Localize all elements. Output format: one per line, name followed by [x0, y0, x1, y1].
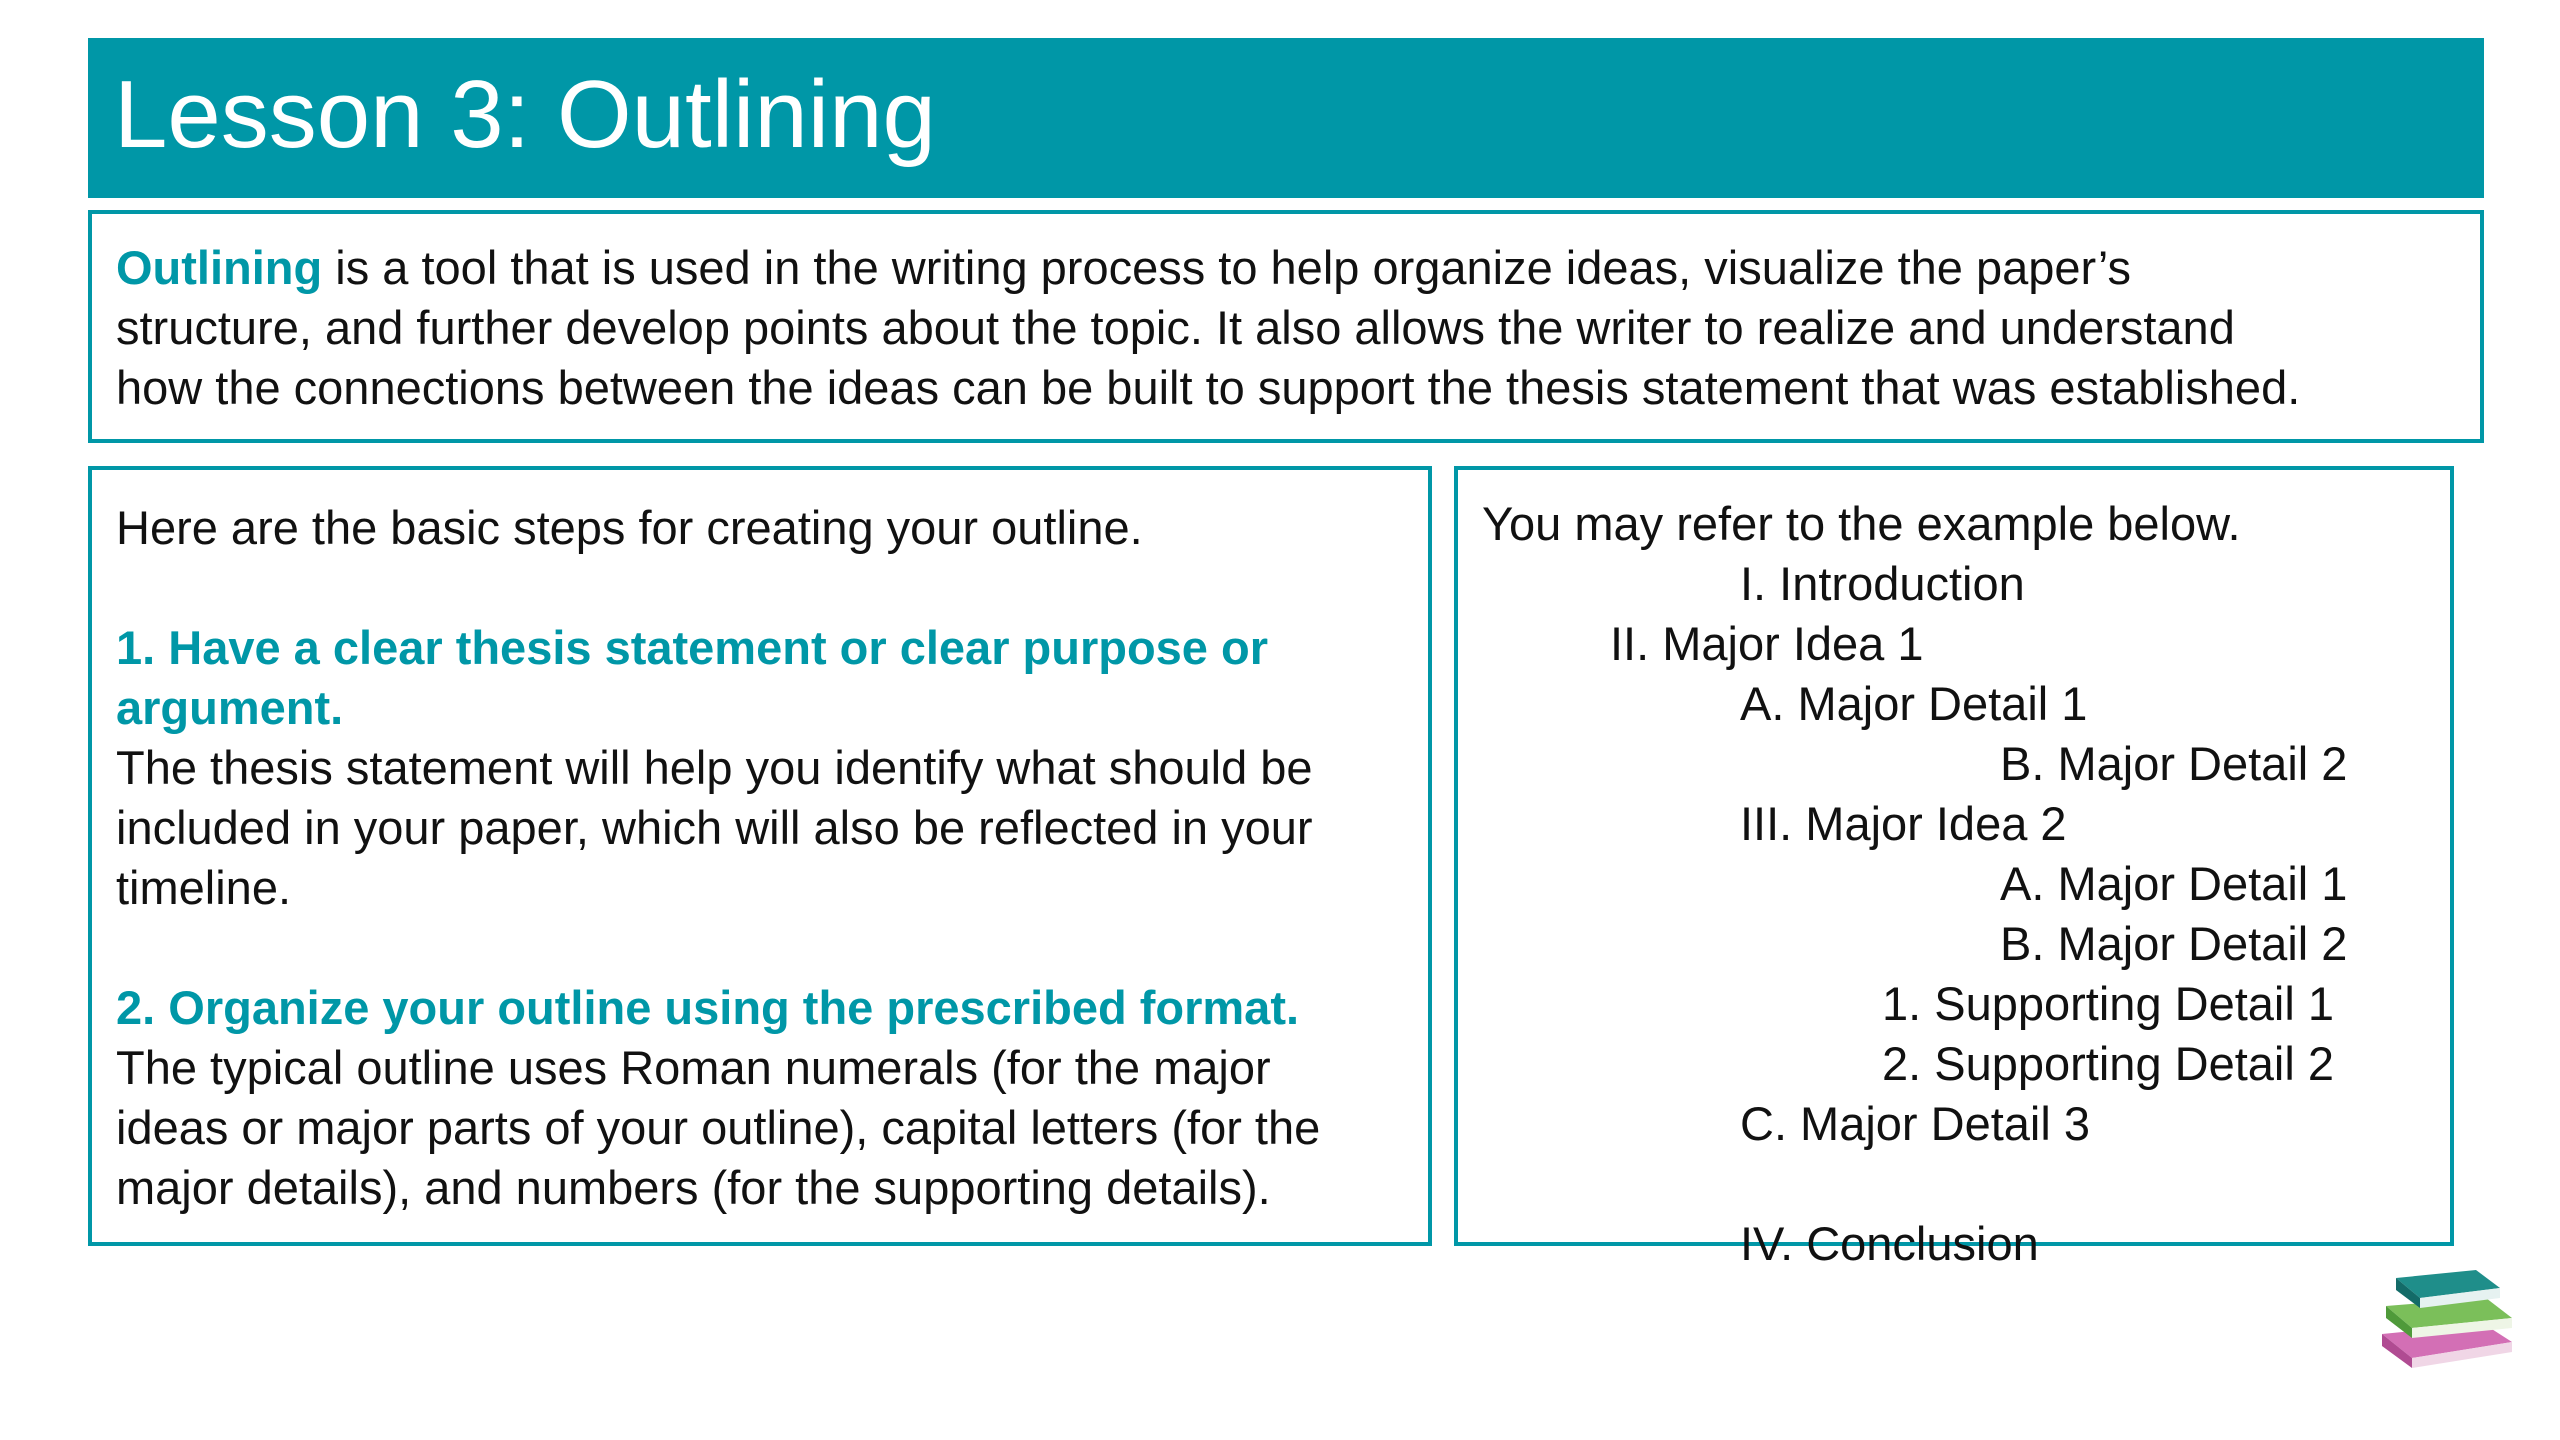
outline-item: III. Major Idea 2: [1740, 797, 2067, 850]
outline-item: IV. Conclusion: [1740, 1217, 2039, 1270]
outline-item: C. Major Detail 3: [1740, 1097, 2090, 1150]
outline-item: A. Major Detail 1: [1740, 677, 2088, 730]
example-intro: You may refer to the example below.: [1482, 497, 2241, 550]
steps-box: [88, 466, 1432, 1246]
definition-line-3: how the connections between the ideas can be built to support the thesis statement that was established.: [116, 361, 2301, 414]
steps-intro: Here are the basic steps for creating your outline.: [116, 501, 1143, 554]
outline-item: 1. Supporting Detail 1: [1882, 977, 2335, 1030]
step1-heading-line-2: argument.: [116, 681, 344, 734]
outline-item: I. Introduction: [1740, 557, 2025, 610]
books-icon: [2372, 1262, 2522, 1374]
title-bar: [88, 38, 2484, 198]
definition-line-1-rest: is a tool that is used in the writing process to help organize ideas, visualize the paper’s: [322, 241, 2132, 294]
step1-body-line-2: included in your paper, which will also be reflected in your: [116, 801, 1313, 854]
step2-body-line-2: ideas or major parts of your outline), capital letters (for the: [116, 1101, 1321, 1154]
definition-text: [116, 238, 2476, 418]
step1-body-line-1: The thesis statement will help you identify what should be: [116, 741, 1313, 794]
definition-term: Outlining: [116, 241, 323, 294]
outline-item: II. Major Idea 1: [1610, 617, 1924, 670]
step2-heading: 2. Organize your outline using the prescribed format.: [116, 981, 1300, 1034]
outline-item: 2. Supporting Detail 2: [1882, 1037, 2335, 1090]
step2-body-line-3: major details), and numbers (for the supporting details).: [116, 1161, 1271, 1214]
outline-item: A. Major Detail 1: [2000, 857, 2348, 910]
step1-body-line-3: timeline.: [116, 861, 292, 914]
definition-box: [88, 210, 2484, 443]
slide-title: Lesson 3: Outlining: [114, 61, 936, 168]
step2-body-line-1: The typical outline uses Roman numerals (for the major: [116, 1041, 1271, 1094]
definition-line-1: [116, 238, 2476, 298]
definition-line-2: structure, and further develop points about the topic. It also allows the writer to realize and understand: [116, 301, 2235, 354]
step1-heading-line-1: 1. Have a clear thesis statement or clear purpose or: [116, 621, 1269, 674]
outline-item: B. Major Detail 2: [2000, 917, 2348, 970]
outline-item: B. Major Detail 2: [2000, 737, 2348, 790]
